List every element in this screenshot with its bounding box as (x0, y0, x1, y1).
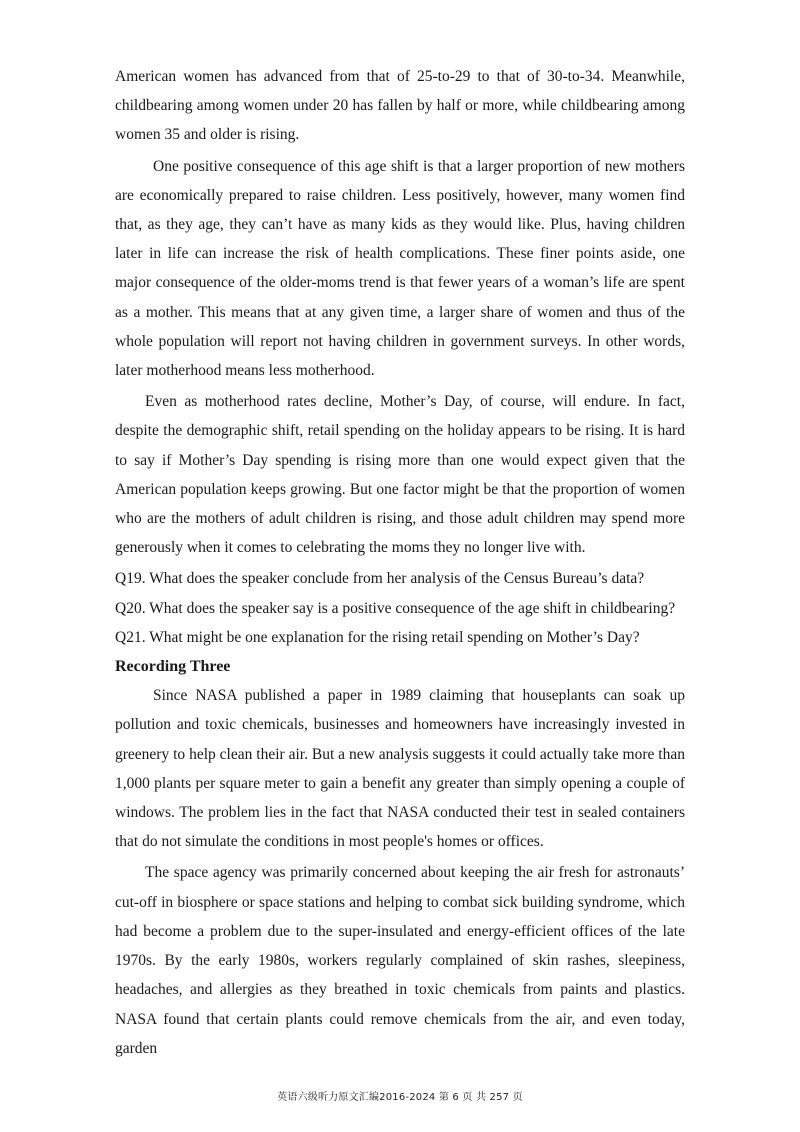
document-body (115, 62, 685, 1065)
question-20: Q20. What does the speaker say is a positive consequence of the age shift in childbearing? (115, 599, 676, 617)
paragraph-space-agency: The space agency was primarily concerned about keeping the air fresh for astronauts’ cut-off in biosphere or space stations and helping to combat sick building syndrome, which had become a problem due to the super-insulated and energy-efficient offices of the late 1970s. By the early 1980s, workers regularly complained of skin rashes, sleepiness, headaches, and allergies as they breathed in toxic chemicals from paints and plastics. NASA found that certain plants could remove chemicals from the air, and even today, garden (115, 864, 685, 1057)
paragraph-mothers-day: Even as motherhood rates decline, Mother’s Day, of course, will endure. In fact, despite the demographic shift, retail spending on the holiday appears to be rising. It is hard to say if Mother’s Day spending is rising more than one would expect given that the American population keeps growing. But one factor might be that the proportion of women who are the mothers of adult children is rising, and those adult children may spend more generously when it comes to celebrating the moms they no longer live with. (115, 393, 685, 557)
paragraph-positive-consequence: One positive consequence of this age shift is that a larger proportion of new mothers are economically prepared to raise children. Less positively, however, many women find that, as they age, they can’t have as many kids as they would like. Plus, having children later in life can increase the risk of health complications. These finer points aside, one major consequence of the older-moms trend is that fewer years of a woman’s life are spent as a mother. This means that at any given time, a larger share of women and thus of the whole population will report not having children in government surveys. In other words, later motherhood means less motherhood. (115, 157, 685, 380)
question-21: Q21. What might be one explanation for the rising retail spending on Mother’s Day? (115, 628, 640, 646)
question-19: Q19. What does the speaker conclude from her analysis of the Census Bureau’s data? (115, 570, 645, 588)
page-footer: 英语六级听力原文汇编2016-2024 第 6 页 共 257 页 (277, 1092, 523, 1103)
section-heading: Recording Three (115, 658, 231, 676)
paragraph-continuation: American women has advanced from that of 25-to-29 to that of 30-to-34. Meanwhile, childbearing among women under 20 has fallen by half or more, while childbearing among women 35 and older is rising. (115, 68, 685, 144)
paragraph-nasa-paper: Since NASA published a paper in 1989 claiming that houseplants can soak up pollution and toxic chemicals, businesses and homeowners have increasingly invested in greenery to help clean their air. But a new analysis suggests it could actually take more than 1,000 plants per square meter to gain a benefit any greater than simply opening a couple of windows. The problem lies in the fact that NASA conducted their test in sealed containers that do not simulate the conditions in most people's homes or offices. (115, 687, 685, 851)
